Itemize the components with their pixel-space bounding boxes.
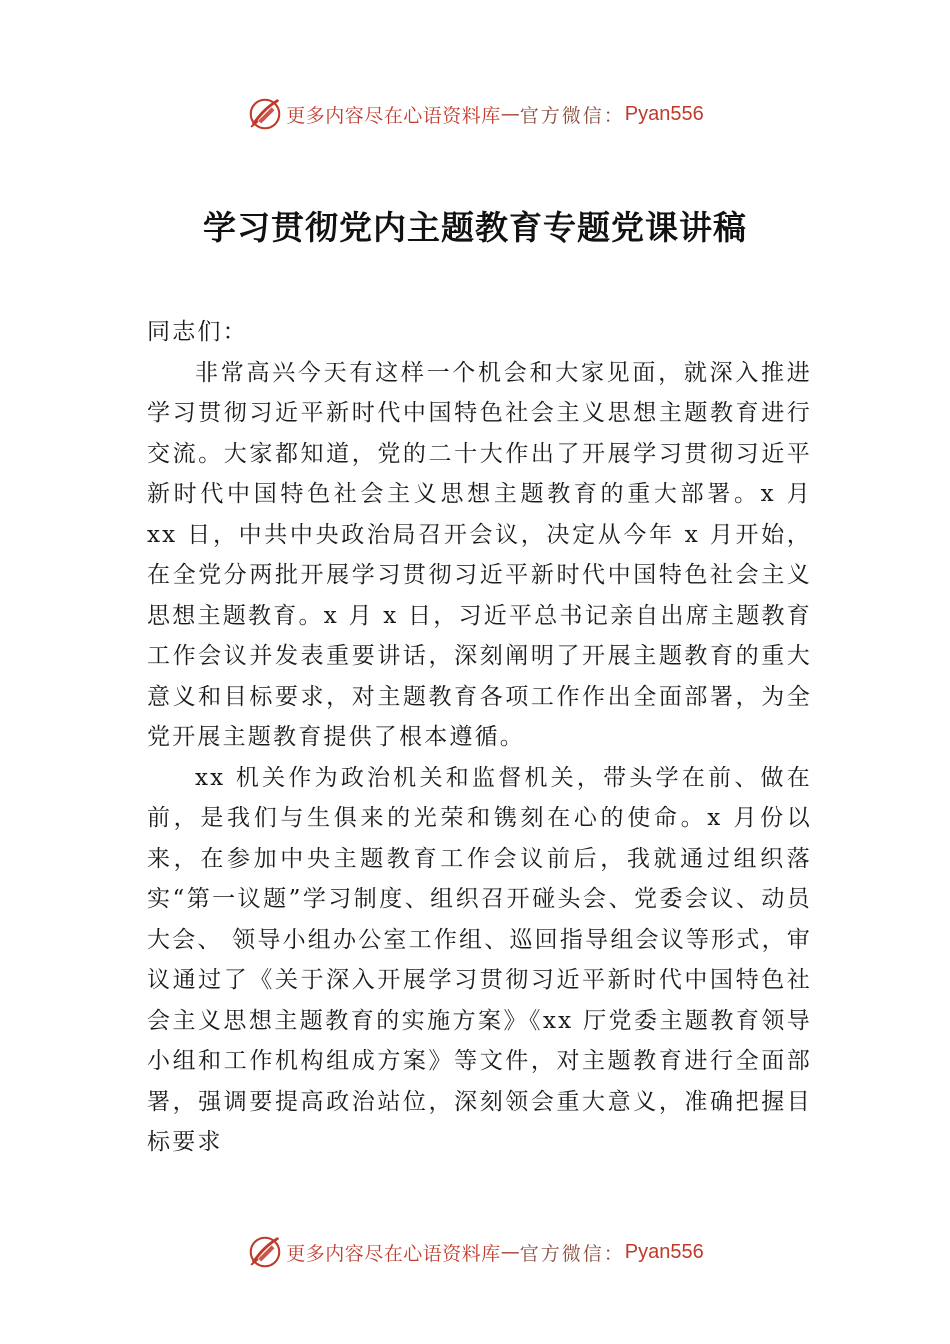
banner-separator: —: [500, 103, 520, 125]
document-title: 学习贯彻党内主题教育专题党课讲稿: [203, 208, 747, 247]
banner-text: 更多内容尽在心语资料库: [286, 1242, 501, 1265]
banner-text: 更多内容尽在心语资料库: [286, 104, 501, 127]
pen-logo-icon: [246, 95, 284, 133]
salutation: 同志们：: [147, 319, 248, 345]
header-banner: [0, 92, 950, 136]
banner-separator: —: [500, 1241, 520, 1263]
document-body: [147, 312, 812, 1163]
footer-banner: [0, 1230, 950, 1274]
pen-logo-icon: [246, 1233, 284, 1271]
banner-wechat-id: Pyan556: [624, 1240, 704, 1263]
banner-wechat-id: Pyan556: [624, 102, 704, 125]
paragraph: xx 机关作为政治机关和监督机关，带头学在前、做在前，是我们与生俱来的光荣和镌刻在心的使命。x 月份以来，在参加中央主题教育工作会议前后，我就通过组织落实“第一议题”学习制度、组织召开碰头会、党委会议、动员大会、 领导小组办公室工作组、巡回指导组会议等形式，审议通过了《关于深入开展学习贯彻习近平新时代中国特色社会主义思想主题教育的实施方案》《xx 厅党委主题教育领导小组和工作机构组成方案》等文件，对主题教育进行全面部署，强调要提高政治站位，深刻领会重大意义，准确把握目标要求: [147, 764, 812, 1155]
banner-label: 官方微信：: [519, 104, 625, 127]
paragraph: 非常高兴今天有这样一个机会和大家见面，就深入推进学习贯彻习近平新时代中国特色社会主义思想主题教育进行交流。大家都知道，党的二十大作出了开展学习贯彻习近平新时代中国特色社会主义思想主题教育的重大部署。x 月 xx 日，中共中央政治局召开会议，决定从今年 x 月开始，在全党分两批开展学习贯彻习近平新时代中国特色社会主义思想主题教育。x 月 x 日，习近平总书记亲自出席主题教育工作会议并发表重要讲话，深刻阐明了开展主题教育的重大意义和目标要求，对主题教育各项工作作出全面部署，为全党开展主题教育提供了根本遵循。: [147, 359, 812, 750]
banner-label: 官方微信：: [519, 1242, 625, 1265]
